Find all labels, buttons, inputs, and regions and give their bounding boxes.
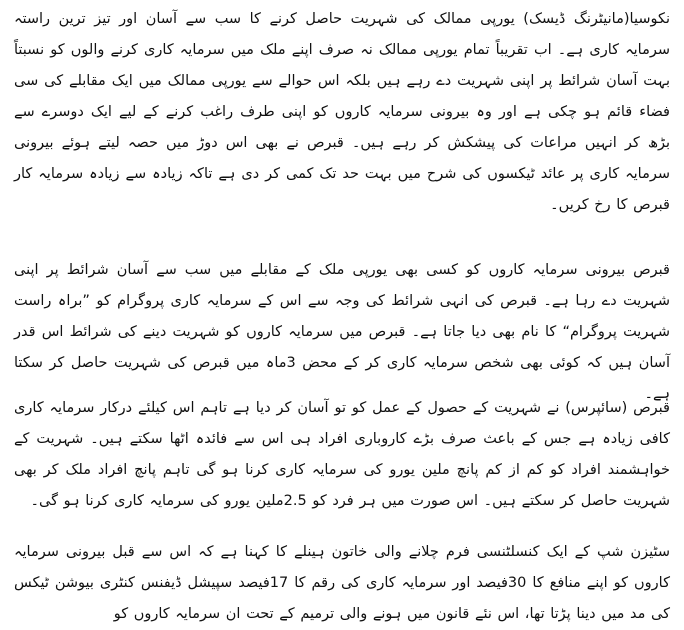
article-paragraph-4: سٹیزن شپ کے ایک کنسلٹنسی فرم چلانے والی خاتون ہینلے کا کہنا ہے کہ اس سے قبل بیرونی سرمایہ کاروں کو اپنے منافع کا 30فیصد اور سرمایہ کاری کی رقم کا 17فیصد سپیشل ڈیفنس کنٹری بیوشن ٹیکس کی مد میں دینا پڑتا تھا، اس نئے قانون میں ہونے والی ترمیم کے تحت ان سرمایہ کاروں کو xyxy=(14,544,670,622)
article-paragraph-1: نکوسیا(مانیٹرنگ ڈیسک) یورپی ممالک کی شہریت حاصل کرنے کا سب سے آسان اور تیز ترین راستہ سرمایہ کاری ہے۔ اب تقریباً تمام یورپی ممالک نہ صرف اپنے ملک میں سرمایہ کاری کرنے والوں کو نسبتاً بہت آسان شرائط پر اپنی شہریت دے رہے ہیں بلکہ اس حوالے سے یورپی ممالک میں ایک مقابلے کی سی فضاء قائم ہو چکی ہے اور وہ بیرونی سرمایہ کاروں کو اپنی طرف راغب کرنے کے لیے ایک دوسرے سے بڑھ کر انہیں مراعات کی پیشکش کر رہے ہیں۔ قبرص نے بھی اس دوڑ میں حصہ لیتے ہوئے بیرونی سرمایہ کاری پر عائد ٹیکسوں کی شرح میں بہت حد تک کمی کر دی ہے تاکہ زیادہ سے زیادہ سرمایہ کار قبرص کا رخ کریں۔ xyxy=(14,11,670,213)
article-paragraph-2: قبرص بیرونی سرمایہ کاروں کو کسی بھی یورپی ملک کے مقابلے میں سب سے آسان شرائط پر اپنی شہریت دے رہا ہے۔ قبرص کی انہی شرائط کی وجہ سے اس کے سرمایہ کاری پروگرام کو ”براہ راست شہریت پروگرام“ کا نام بھی دیا جاتا ہے۔ قبرص میں سرمایہ کاروں کو شہریت دینے کی شرائط اس قدر آسان ہیں کہ کوئی بھی شخص سرمایہ کاری کر کے محض 3ماہ میں قبرص کی شہریت حاصل کر سکتا ہے۔ xyxy=(14,262,670,402)
article-paragraph-3: قبرص (سائپرس) نے شہریت کے حصول کے عمل کو تو آسان کر دیا ہے تاہم اس کیلئے درکار سرمایہ کاری کافی زیادہ ہے جس کے باعث صرف بڑے کاروباری افراد ہی اس سے فائدہ اٹھا سکتے ہیں۔ شہریت کے خواہشمند افراد کو کم از کم پانچ ملین یورو کی سرمایہ کاری کرنا ہو گی تاہم پانچ افراد ملک کر بھی شہریت حاصل کر سکتے ہیں۔ اس صورت میں ہر فرد کو 2.5ملین یورو کی سرمایہ کاری کرنا ہو گی۔ xyxy=(14,400,670,509)
